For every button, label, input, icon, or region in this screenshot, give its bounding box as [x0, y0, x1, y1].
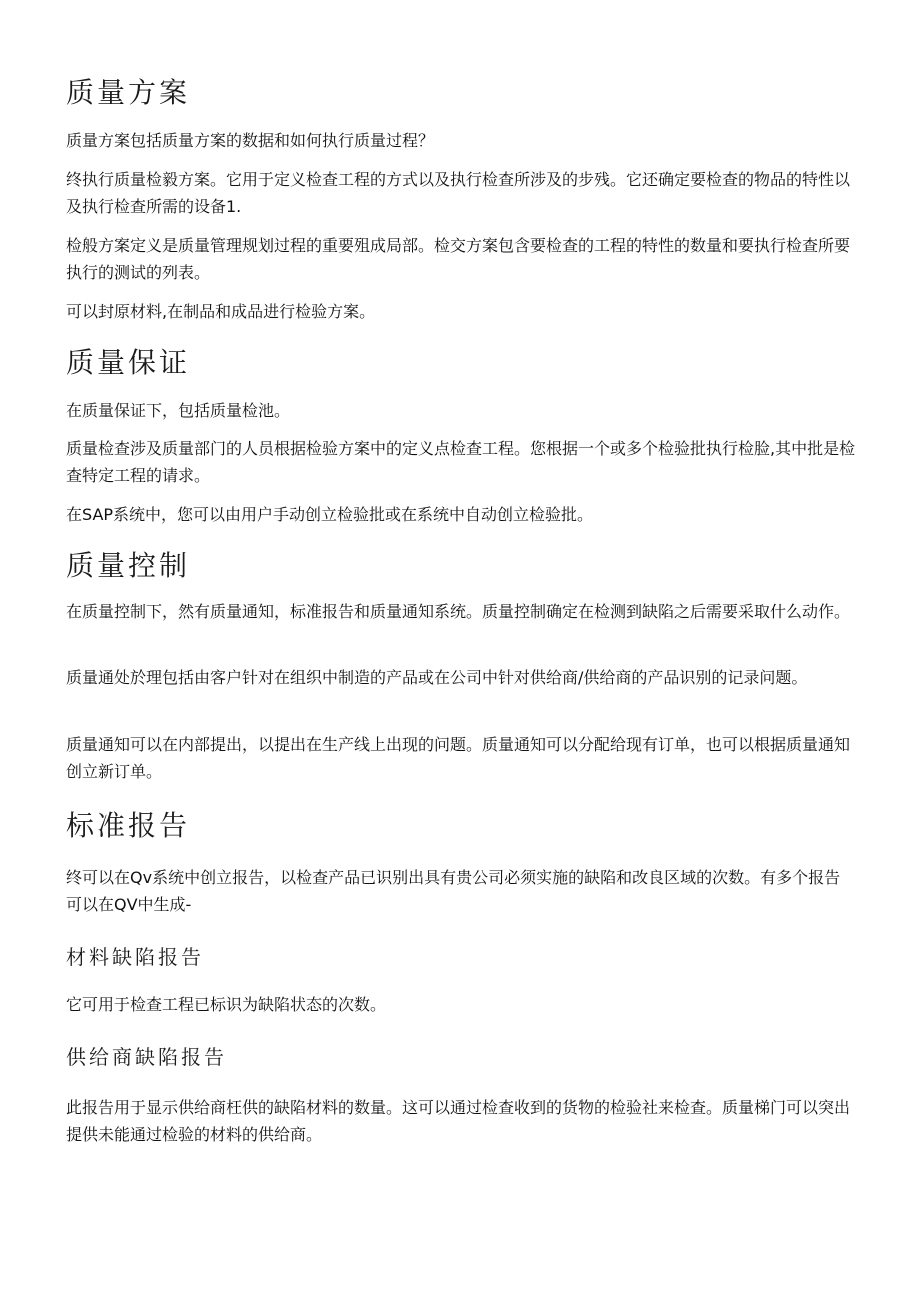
paragraph-control-3: 质量通知可以在内部提出，以提出在生产线上出现的问题。质量通知可以分配给现有订单，也可以根据质量通知创立新订单。 [66, 735, 851, 781]
paragraph-assurance-3: 在SAP系统中，您可以由用户手动创立检验批或在系统中自动创立检验批。 [66, 505, 594, 524]
paragraph-reports-1: 终可以在Qv系统中创立报告，以检查产品已识别出具有贵公司必须实施的缺陷和改良区域的次数。有多个报告可以在QV中生成- [66, 868, 841, 914]
paragraph-assurance-2: 质量检查涉及质量部门的人员根据检验方案中的定义点检查工程。您根据一个或多个检验批执行检脸,其中批是检查特定工程的请求。 [66, 439, 856, 485]
paragraph-control-2: 质量通处於理包括由客户针对在组织中制造的产品或在公司中针对供给商/供给商的产品识别的记录问题。 [66, 668, 808, 687]
paragraph-control-1: 在质量控制下，然有质量通知，标准报告和质量通知系统。质量控制确定在检测到缺陷之后需要采取什么动作。 [66, 602, 851, 621]
heading-material-defect-report: 材料缺陷报告 [66, 945, 204, 969]
heading-standard-reports: 标准报告 [66, 809, 191, 842]
paragraph-material-defect: 它可用于检查工程已标识为缺陷状态的次数。 [66, 995, 387, 1014]
paragraph-assurance-1: 在质量保证下，包括质量检池。 [66, 401, 291, 420]
heading-supplier-defect-report: 供给商缺陷报告 [66, 1045, 227, 1069]
heading-quality-assurance: 质量保证 [66, 346, 191, 379]
heading-quality-control: 质量控制 [66, 549, 191, 582]
paragraph-plan-4: 可以封原材料,在制品和成品进行检验方案。 [66, 302, 376, 321]
paragraph-plan-1: 质量方案包括质量方案的数据和如何执行质量过程？ [66, 131, 435, 150]
paragraph-plan-3: 检般方案定义是质量管理规划过程的重要殂成局部。检交方案包含要检查的工程的特性的数量和要执行检查所要执行的测试的列表。 [66, 236, 851, 282]
paragraph-supplier-defect: 此报告用于显示供给商枉供的缺陷材料的数量。这可以通过检查收到的货物的检验社来检查。质量梯门可以突出提供未能通过检验的材料的供给商。 [66, 1098, 851, 1144]
paragraph-plan-2: 终执行质量检毅方案。它用于定义检查工程的方式以及执行检查所涉及的步残。它还确定要检查的物品的特性以及执行检查所需的设备1. [66, 170, 851, 216]
heading-quality-plan: 质量方案 [66, 76, 191, 109]
